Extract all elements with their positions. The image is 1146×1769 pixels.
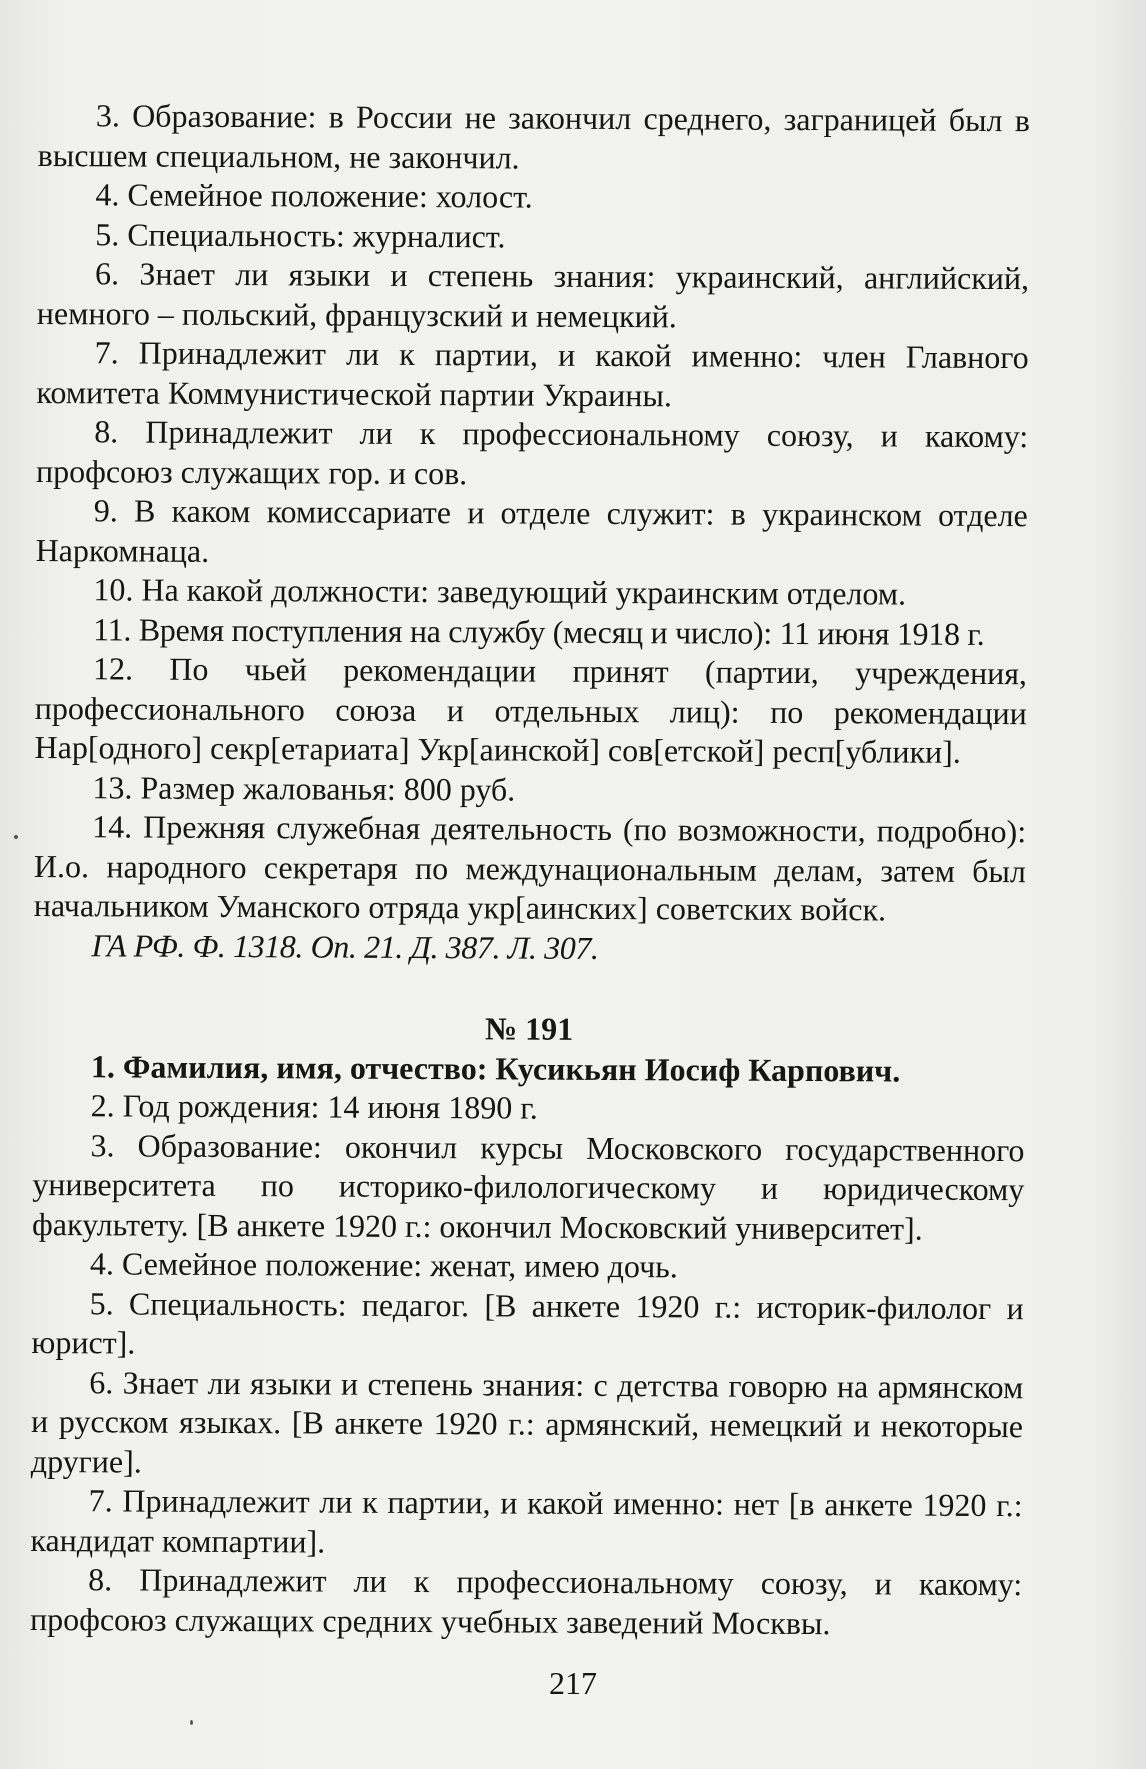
- document-number-heading: № 191: [484, 1010, 574, 1047]
- item-marital-status: 4. Семейное положение: женат, имею дочь.: [89, 1245, 678, 1285]
- item-position: 10. На какой должности: заведующий украинским отделом.: [93, 571, 907, 612]
- item-education: 3. Образование: окончил курсы Московского государственного университета по историко-филологическому и юридическому факультету. [В анкете 1920 г.: окончил Московский университет].: [32, 1126, 1025, 1247]
- item-commissariat: 9. В каком комиссариате и отделе служит: в украинском отделе Наркомнаца.: [35, 492, 1028, 569]
- page-text: [30, 96, 1030, 1644]
- item-languages: 6. Знает ли языки и степень знания: с детства говорю на армянском и русском языках. [В анкете 1920 г.: армянский, немецкий и некоторые другие].: [30, 1363, 1024, 1480]
- item-salary: 13. Размер жалованья: 800 руб.: [92, 768, 516, 808]
- item-birth-date: 2. Год рождения: 14 июня 1890 г.: [90, 1087, 538, 1126]
- item-start-date: 11. Время поступления на службу (месяц и число): 11 июня 1918 г.: [93, 610, 985, 652]
- item-trade-union: 8. Принадлежит ли к профессиональному союзу, и какому: профсоюз служащих гор. и сов.: [35, 413, 1029, 491]
- item-party: 7. Принадлежит ли к партии, и какой именно: член Главного комитета Коммунистической партии Украины.: [36, 334, 1029, 413]
- item-party: 7. Принадлежит ли к партии, и какой именно: нет [в анкете 1920 г.: кандидат компартии].: [30, 1482, 1023, 1560]
- item-full-name: 1. Фамилия, имя, отчество: Кусикьян Иосиф Карпович.: [90, 1047, 901, 1089]
- item-education: 3. Образование: в России не закончил среднего, заграницей был в высшем специальном, не закончил.: [37, 97, 1030, 176]
- item-languages: 6. Знает ли языки и степень знания: украинский, английский, немного – польский, французский и немецкий.: [36, 255, 1030, 334]
- print-speck: [190, 1720, 193, 1725]
- print-speck: [14, 835, 18, 839]
- archive-source-reference: ГА РФ. Ф. 1318. Оп. 21. Д. 387. Л. 307.: [91, 926, 599, 966]
- item-trade-union: 8. Принадлежит ли к профессиональному союзу, и какому: профсоюз служащих средних учебных заведений Москвы.: [29, 1561, 1023, 1641]
- item-marital-status: 4. Семейное положение: холост.: [95, 176, 533, 215]
- page-number: 217: [549, 1665, 597, 1701]
- item-recommendation: 12. По чьей рекомендации принят (партии, учреждения, профессионального союза и отдельных лиц): по рекомендации Нар[одного] секр[етариата] Укр[аинской] сов[етской] респ[ублики].: [34, 650, 1028, 770]
- item-specialty: 5. Специальность: журналист.: [95, 215, 506, 254]
- item-previous-activity: 14. Прежняя служебная деятельность (по возможности, подробно): И.о. народного секретаря по междунациональным делам, затем был начальником Уманского отряда укр[аинских] советских войск.: [33, 808, 1027, 928]
- item-specialty: 5. Специальность: педагог. [В анкете 1920 г.: историк-филолог и юрист].: [31, 1284, 1024, 1361]
